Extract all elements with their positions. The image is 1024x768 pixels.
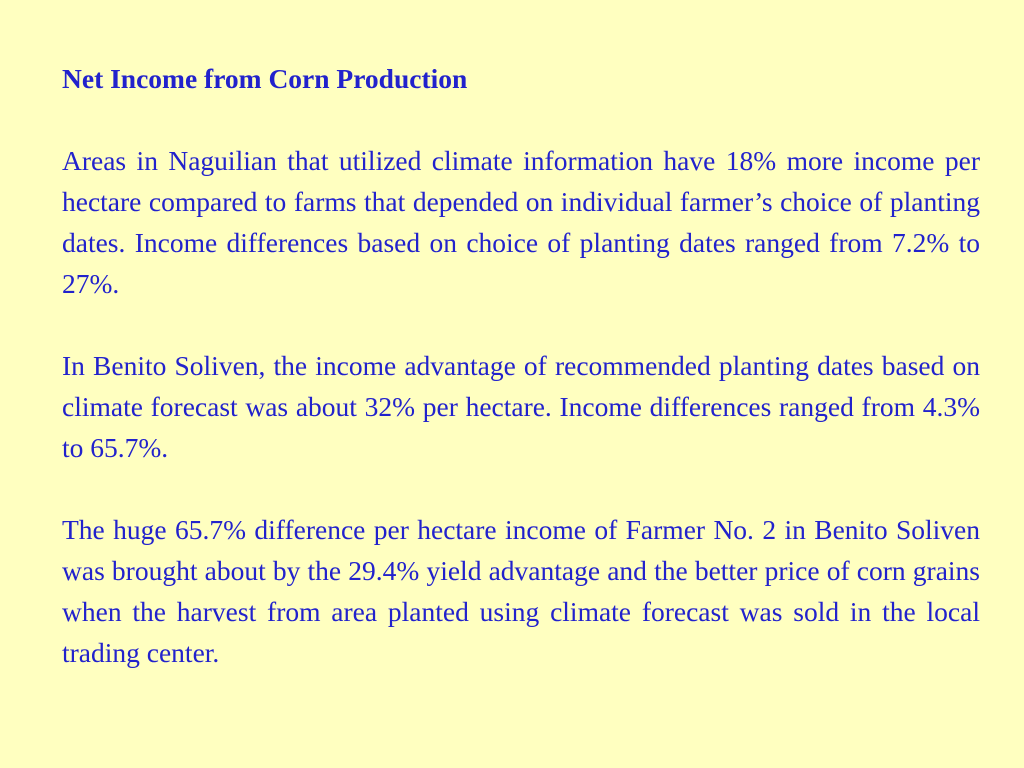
paragraph-benito-soliven: In Benito Soliven, the income advantage of recommended planting dates based on climate forecast was about 32% per hectare. Income differences ranged from 4.3% to 65.7%.: [62, 350, 980, 463]
slide-content: [62, 58, 980, 673]
paragraph-naguilian: Areas in Naguilian that utilized climate information have 18% more income per hectare compared to farms that depended on individual farmer’s choice of planting dates. Income differences based on choice of planting dates ranged from 7.2% to 27%.: [62, 145, 980, 299]
slide-title: Net Income from Corn Production: [62, 63, 468, 94]
paragraph-farmer-no-2: The huge 65.7% difference per hectare income of Farmer No. 2 in Benito Soliven was brought about by the 29.4% yield advantage and the better price of corn grains when the harvest from area planted using climate forecast was sold in the local trading center.: [62, 514, 980, 668]
